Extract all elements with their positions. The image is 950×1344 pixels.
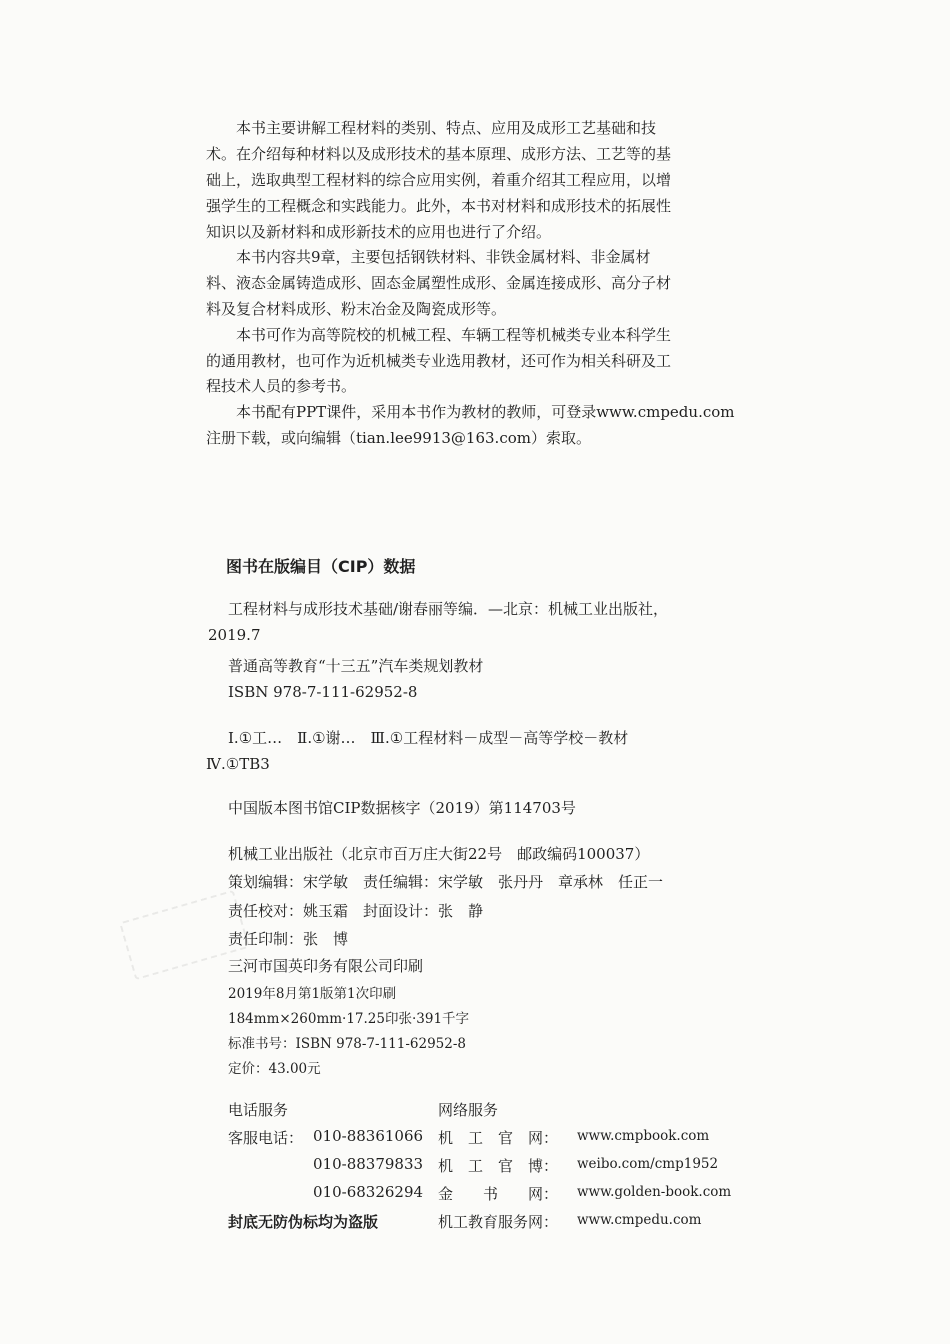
cip-line: 2019.7 — [208, 626, 261, 644]
web-service-header: 网络服务 — [438, 1101, 499, 1119]
cip-classification: Ⅳ.①TB3 — [206, 755, 270, 773]
phone-number: 010-68326294 — [313, 1183, 424, 1201]
web-label: 金 书 网： — [438, 1185, 559, 1203]
summary-line: 术。在介绍每种材料以及成形技术的基本原理、成形方法、工艺等的基 — [206, 145, 672, 163]
web-label: 机 工 官 博： — [438, 1157, 559, 1175]
web-label: 机 工 官 网： — [438, 1129, 559, 1147]
summary-line: 注册下载，或向编辑（tian.lee9913@163.com）索取。 — [206, 429, 591, 447]
summary-line: 料、液态金属铸造成形、固态金属塑性成形、金属连接成形、高分子材 — [206, 274, 672, 292]
phone-service-header: 电话服务 — [228, 1101, 289, 1119]
edition-line: 2019年8月第1版第1次印刷 — [228, 986, 397, 1002]
web-url[interactable]: www.cmpbook.com — [577, 1128, 710, 1144]
cip-line: 工程材料与成形技术基础/谢春丽等编．—北京：机械工业出版社， — [228, 600, 669, 618]
summary-line: 本书主要讲解工程材料的类别、特点、应用及成形工艺基础和技 — [236, 119, 657, 137]
cip-classification: Ⅰ.①工… Ⅱ.①谢… Ⅲ.①工程材料－成型－高等学校－教材 — [228, 729, 629, 747]
summary-line: 本书配有PPT课件，采用本书作为教材的教师，可登录www.cmpedu.com — [236, 403, 735, 421]
summary-line: 程技术人员的参考书。 — [206, 377, 357, 395]
summary-line: 知识以及新材料和成形新技术的应用也进行了介绍。 — [206, 223, 552, 241]
summary-line: 础上，选取典型工程材料的综合应用实例，着重介绍其工程应用，以增 — [206, 171, 672, 189]
cip-heading: 图书在版编目（CIP）数据 — [226, 557, 416, 576]
format-line: 184mm×260mm·17.25印张·391千字 — [228, 1011, 470, 1027]
web-url[interactable]: www.cmpedu.com — [577, 1212, 702, 1228]
web-url[interactable]: weibo.com/cmp1952 — [577, 1156, 719, 1172]
summary-line: 本书可作为高等院校的机械工程、车辆工程等机械类专业本科学生 — [236, 326, 672, 344]
summary-line: 本书内容共9章，主要包括钢铁材料、非铁金属材料、非金属材 — [236, 248, 651, 266]
cip-line: 普通高等教育“十三五”汽车类规划教材 — [228, 657, 484, 675]
cip-record-number: 中国版本图书馆CIP数据核字（2019）第114703号 — [228, 799, 576, 817]
phone-label: 客服电话： — [228, 1129, 304, 1147]
editors-line: 策划编辑：宋学敏 责任编辑：宋学敏 张丹丹 章承林 任正一 — [228, 873, 664, 891]
proof-line: 责任校对：姚玉霜 封面设计：张 静 — [228, 902, 484, 920]
price-line: 定价：43.00元 — [228, 1061, 321, 1077]
summary-line: 的通用教材，也可作为近机械类专业选用教材，还可作为相关科研及工 — [206, 352, 672, 370]
anti-counterfeit-notice: 封底无防伪标均为盗版 — [228, 1213, 379, 1231]
summary-line: 料及复合材料成形、粉末冶金及陶瓷成形等。 — [206, 300, 507, 318]
phone-number: 010-88379833 — [313, 1155, 424, 1173]
publisher-line: 机械工业出版社（北京市百万庄大街22号 邮政编码100037） — [228, 845, 650, 863]
printing-line: 责任印制：张 博 — [228, 930, 349, 948]
printer-line: 三河市国英印务有限公司印刷 — [228, 957, 424, 975]
web-url[interactable]: www.golden-book.com — [577, 1184, 732, 1200]
cip-isbn: ISBN 978-7-111-62952-8 — [228, 683, 418, 701]
phone-number: 010-88361066 — [313, 1127, 424, 1145]
summary-line: 强学生的工程概念和实践能力。此外，本书对材料和成形技术的拓展性 — [206, 197, 672, 215]
web-label: 机工教育服务网： — [438, 1213, 559, 1231]
isbn-line: 标准书号：ISBN 978-7-111-62952-8 — [228, 1036, 467, 1052]
